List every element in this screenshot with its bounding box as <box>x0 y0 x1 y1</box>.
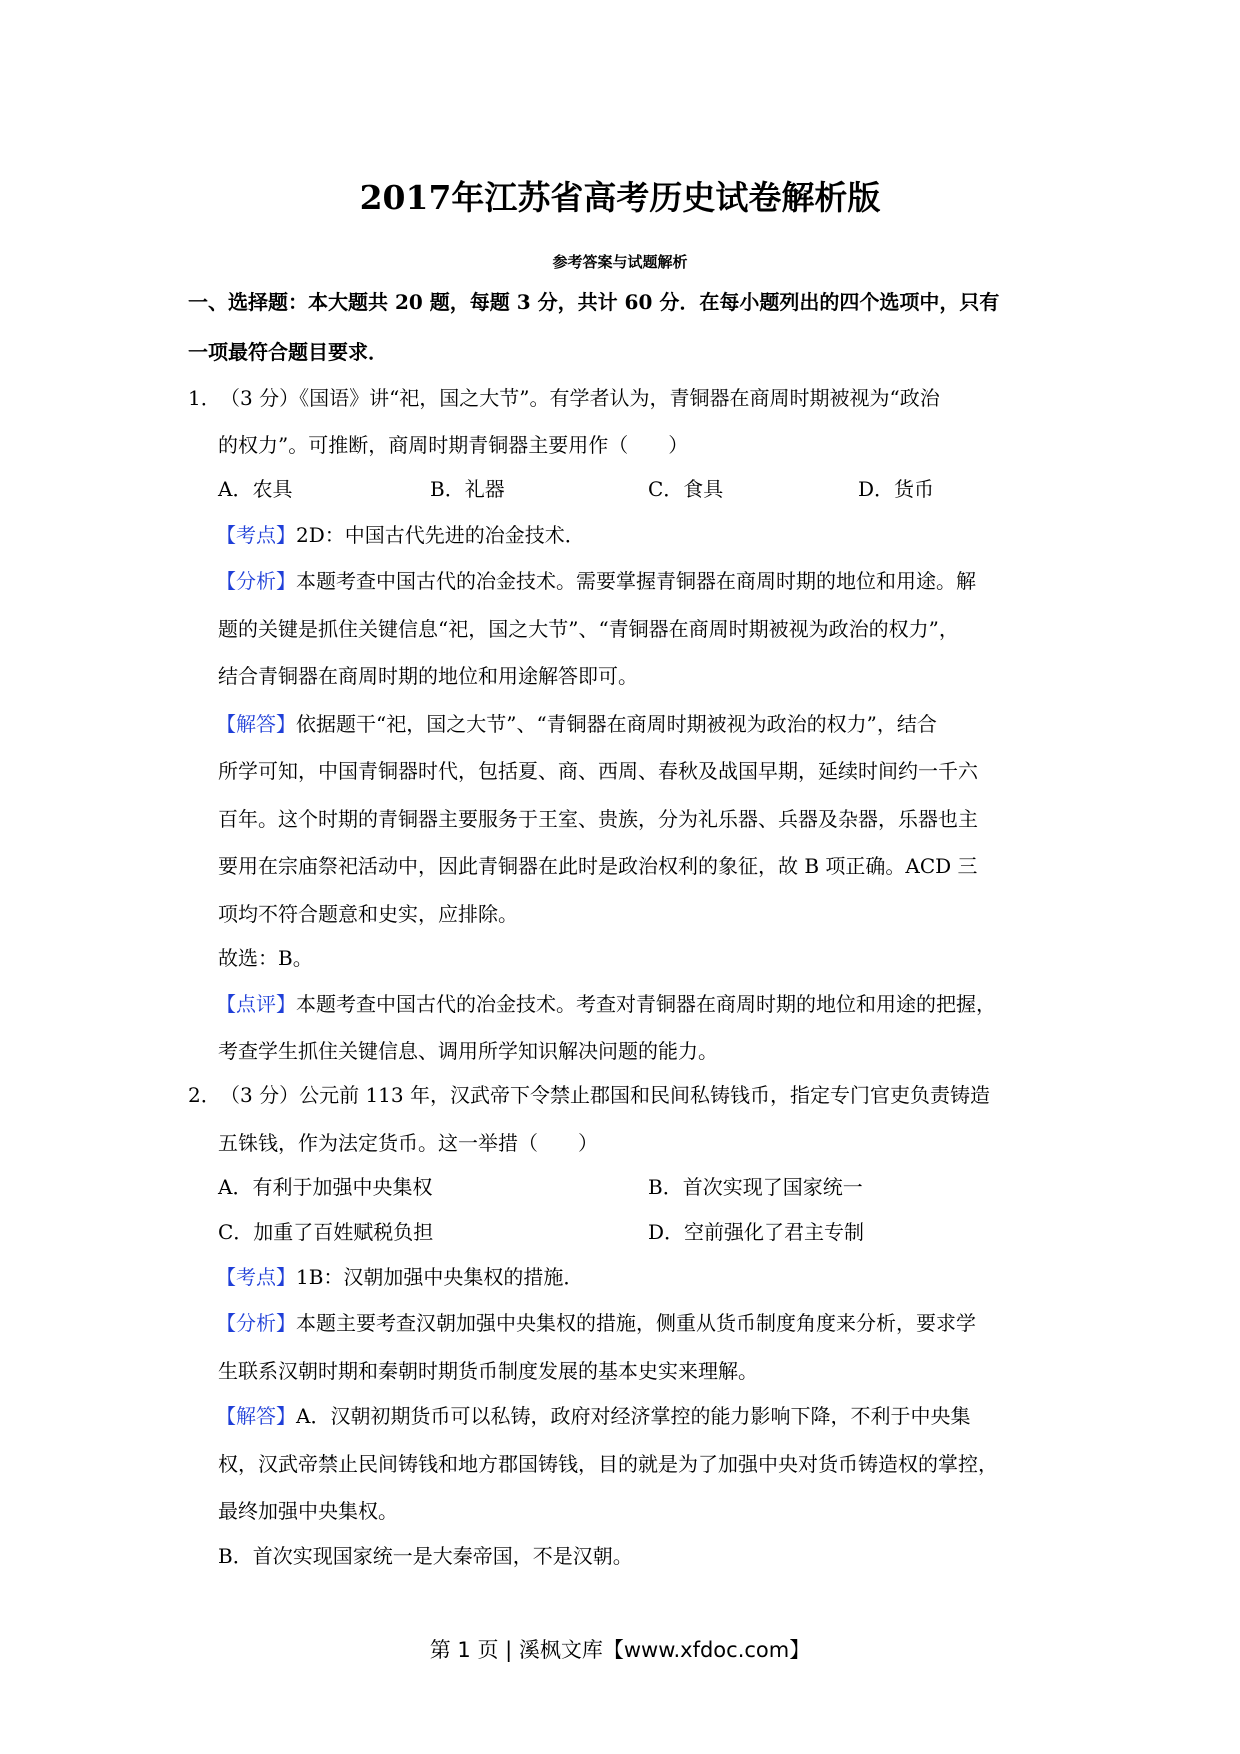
dianping-tag: 【点评】 <box>216 992 296 1016</box>
question-1-option-c: C．食具 <box>648 477 724 501</box>
page-footer: 第 1 页 | 溪枫文库【www.xfdoc.com】 <box>429 1638 811 1662</box>
question-1-option-a: A．农具 <box>218 477 293 501</box>
question-1-jieda-line-5: 项均不符合题意和史实，应排除。 <box>218 902 518 926</box>
question-1-stem-line-2: 的权力”。可推断，商周时期青铜器主要用作（ ） <box>218 433 689 457</box>
question-1-jieda-line-3: 百年。这个时期的青铜器主要服务于王室、贵族，分为礼乐器、兵器及杂器，乐器也主 <box>218 807 978 831</box>
jieda-text: A．汉朝初期货币可以私铸，政府对经济掌控的能力影响下降，不利于中央集 <box>296 1404 971 1428</box>
kaodian-text: 1B：汉朝加强中央集权的措施． <box>296 1265 584 1289</box>
question-2-kaodian <box>216 1264 583 1290</box>
question-1-stem-line-1: （3 分）《国语》讲“祀，国之大节”。有学者认为，青铜器在商周时期被视为“政治 <box>220 386 940 410</box>
question-2-jieda-line-4: B．首次实现国家统一是大秦帝国，不是汉朝。 <box>218 1544 633 1568</box>
question-2-jieda-line-1 <box>216 1403 970 1429</box>
question-1-kaodian <box>216 522 585 548</box>
question-2-option-a: A．有利于加强中央集权 <box>218 1175 433 1199</box>
question-1-jieda-line-1 <box>216 711 937 737</box>
question-2-number: 2． <box>188 1083 221 1107</box>
question-1-option-d: D．货币 <box>858 477 935 501</box>
question-1-fenxi-line-1 <box>216 568 976 594</box>
jieda-tag: 【解答】 <box>216 712 296 736</box>
fenxi-text: 本题主要考查汉朝加强中央集权的措施，侧重从货币制度角度来分析，要求学 <box>296 1311 976 1335</box>
kaodian-text: 2D：中国古代先进的冶金技术． <box>296 523 585 547</box>
question-2-stem-line-1: （3 分）公元前 113 年，汉武帝下令禁止郡国和民间私铸钱币，指定专门官吏负责铸造 <box>220 1083 990 1107</box>
kaodian-tag: 【考点】 <box>216 523 296 547</box>
question-2-fenxi-line-1 <box>216 1310 976 1336</box>
section-heading-line-1: 一、选择题：本大题共 20 题，每题 3 分，共计 60 分．在每小题列出的四个选项中，只有 <box>188 290 1000 314</box>
section-heading-line-2: 一项最符合题目要求． <box>188 340 388 364</box>
question-1-dianping-line-1 <box>216 991 996 1017</box>
question-1-jieda-line-2: 所学可知，中国青铜器时代，包括夏、商、西周、春秋及战国早期，延续时间约一千六 <box>218 759 978 783</box>
question-1-answer: 故选：B。 <box>218 946 313 970</box>
page-subtitle: 参考答案与试题解析 <box>552 253 688 271</box>
fenxi-tag: 【分析】 <box>216 1311 296 1335</box>
dianping-text: 本题考查中国古代的冶金技术。考查对青铜器在商周时期的地位和用途的把握， <box>296 992 996 1016</box>
question-1-option-b: B．礼器 <box>430 477 505 501</box>
question-2-jieda-line-2: 权，汉武帝禁止民间铸钱和地方郡国铸钱，目的就是为了加强中央对货币铸造权的掌控， <box>218 1452 998 1476</box>
question-2-option-d: D．空前强化了君主专制 <box>648 1220 865 1244</box>
question-2-option-b: B．首次实现了国家统一 <box>648 1175 863 1199</box>
jieda-text: 依据题干“祀，国之大节”、“青铜器在商周时期被视为政治的权力”，结合 <box>296 712 937 736</box>
question-2-fenxi-line-2: 生联系汉朝时期和秦朝时期货币制度发展的基本史实来理解。 <box>218 1359 758 1383</box>
fenxi-text: 本题考查中国古代的冶金技术。需要掌握青铜器在商周时期的地位和用途。解 <box>296 569 976 593</box>
question-1-number: 1． <box>188 386 221 410</box>
question-1-jieda-line-4: 要用在宗庙祭祀活动中，因此青铜器在此时是政治权利的象征，故 B 项正确。ACD 三 <box>218 854 978 878</box>
jieda-tag: 【解答】 <box>216 1404 296 1428</box>
question-2-stem-line-2: 五铢钱，作为法定货币。这一举措（ ） <box>218 1131 598 1155</box>
question-2-option-c: C．加重了百姓赋税负担 <box>218 1220 434 1244</box>
question-1-fenxi-line-3: 结合青铜器在商周时期的地位和用途解答即可。 <box>218 664 638 688</box>
question-1-fenxi-line-2: 题的关键是抓住关键信息“祀，国之大节”、“青铜器在商周时期被视为政治的权力”， <box>218 617 959 641</box>
kaodian-tag: 【考点】 <box>216 1265 296 1289</box>
question-1-dianping-line-2: 考查学生抓住关键信息、调用所学知识解决问题的能力。 <box>218 1039 718 1063</box>
question-2-jieda-line-3: 最终加强中央集权。 <box>218 1499 398 1523</box>
fenxi-tag: 【分析】 <box>216 569 296 593</box>
page-title: 2017年江苏省高考历史试卷解析版 <box>359 178 881 217</box>
